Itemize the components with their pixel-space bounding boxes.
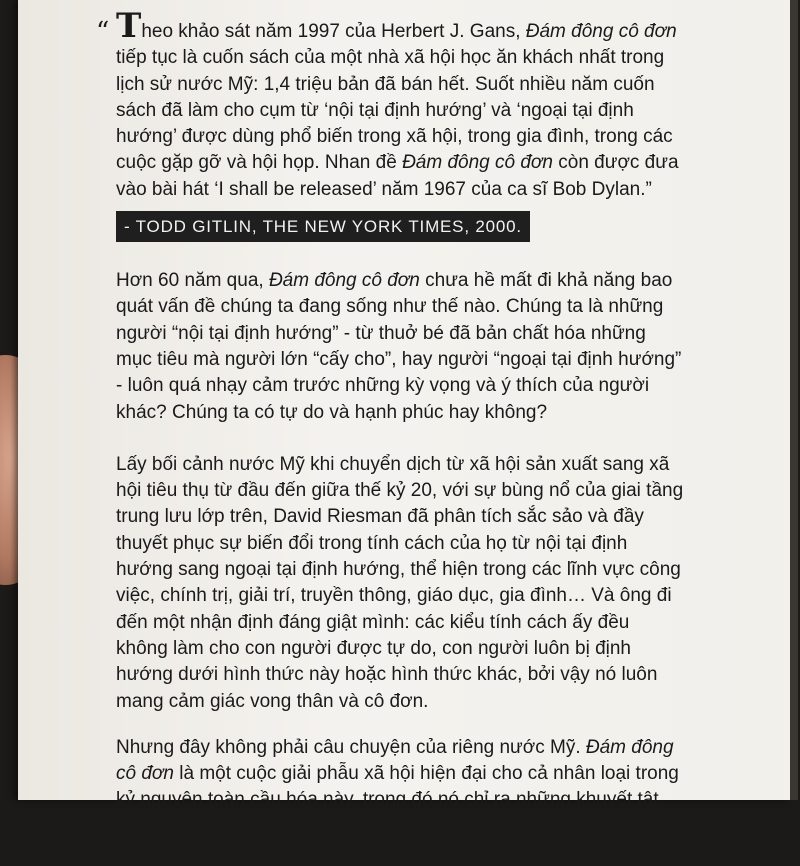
text-run: mang cảm giác vong thân và cô đơn. bbox=[116, 690, 429, 712]
text-line bbox=[116, 761, 746, 787]
text-line bbox=[116, 610, 746, 636]
text-run: tiếp tục là cuốn sách của một nhà xã hội học ăn khách nhất trong bbox=[116, 47, 665, 69]
text-line bbox=[116, 583, 746, 609]
text-run: chưa hề mất đi khả năng bao bbox=[419, 270, 673, 292]
text-run: quát vấn đề chúng ta đang sống như thế nào. Chúng ta là những bbox=[116, 296, 664, 318]
text-line bbox=[116, 177, 746, 203]
text-run: cuộc gặp gỡ và hội họp. Nhan đề bbox=[116, 152, 403, 174]
text-line bbox=[116, 478, 746, 504]
drop-cap: T bbox=[116, 6, 142, 46]
italic-title: cô đơn bbox=[116, 763, 174, 785]
text-run: lịch sử nước Mỹ: 1,4 triệu bản đã bán hết. Suốt nhiều năm cuốn bbox=[116, 73, 655, 95]
text-run: hướng’ được dùng phổ biến trong xã hội, trong gia đình, trong các bbox=[116, 126, 673, 148]
text-line bbox=[116, 150, 746, 176]
text-run: vào bài hát ‘I shall be released’ năm 1967 của ca sĩ Bob Dylan.” bbox=[116, 178, 652, 200]
text-line bbox=[116, 6, 746, 46]
text-line bbox=[116, 557, 746, 583]
text-run: con người trở nên hạnh phúc. bbox=[116, 842, 369, 864]
text-run: Nhưng đây không phải câu chuyện của riêng nước Mỹ. bbox=[116, 736, 586, 758]
text-run: đến một nhận định đáng giật mình: các kiểu tính cách ấy đều bbox=[116, 611, 630, 633]
text-line bbox=[116, 124, 746, 150]
text-line bbox=[116, 45, 746, 71]
italic-title: Đám đông cô đơn bbox=[402, 152, 553, 174]
cover-text bbox=[96, 6, 746, 866]
text-line bbox=[116, 840, 746, 866]
text-line bbox=[116, 787, 746, 813]
text-line bbox=[116, 72, 746, 98]
cover-edge bbox=[790, 0, 798, 800]
text-run: kỷ nguyên toàn cầu hóa này, trong đó nó chỉ ra những khuyết tật bbox=[116, 789, 659, 811]
text-line bbox=[116, 689, 746, 715]
text-run: mục tiêu mà người lớn “cấy cho”, hay người “ngoại tại định hướng” bbox=[116, 348, 682, 370]
pull-quote bbox=[96, 6, 746, 242]
text-run: việc, chính trị, giải trí, truyền thông, giáo dục, gia đình… Và ông đi bbox=[116, 585, 672, 607]
quote-body bbox=[116, 6, 746, 203]
paragraph-2 bbox=[116, 452, 746, 715]
text-line bbox=[116, 400, 746, 426]
text-run: Hơn 60 năm qua, bbox=[116, 270, 269, 292]
text-run: hướng sang ngoại tại định hướng, thể hiện trong các lĩnh vực công bbox=[116, 559, 681, 581]
open-quote-mark: “ bbox=[96, 17, 110, 47]
text-run: không làm cho con người được tự do, con người luôn bị định bbox=[116, 637, 631, 659]
text-run: heo khảo sát năm 1997 của Herbert J. Gans, bbox=[141, 21, 526, 42]
text-run: của con người, của xã hội, đồng thời cho thấy những cơ may giúp bbox=[116, 815, 674, 837]
quote-attribution: - TODD GITLIN, THE NEW YORK TIMES, 2000. bbox=[116, 211, 530, 242]
text-line bbox=[116, 321, 746, 347]
text-line bbox=[116, 735, 746, 761]
text-line bbox=[116, 636, 746, 662]
text-line bbox=[116, 504, 746, 530]
italic-title: Đám đông cô đơn bbox=[268, 270, 420, 292]
text-run: người “nội tại định hướng” - từ thuở bé đã bản chất hóa những bbox=[116, 322, 646, 344]
text-run: còn được đưa bbox=[552, 152, 679, 174]
paragraph-3 bbox=[116, 735, 746, 866]
text-line bbox=[116, 294, 746, 320]
text-run: Lấy bối cảnh nước Mỹ khi chuyển dịch từ xã hội sản xuất sang xã bbox=[116, 453, 670, 475]
text-line bbox=[116, 814, 746, 840]
text-run: thuyết phục sự biến đổi trong tính cách của họ từ nội tại định bbox=[116, 532, 628, 554]
text-run: là một cuộc giải phẫu xã hội hiện đại cho cả nhân loại trong bbox=[173, 763, 679, 785]
text-run: - luôn quá nhạy cảm trước những kỳ vọng và ý thích của người bbox=[116, 375, 650, 397]
text-line bbox=[116, 662, 746, 688]
italic-title: Đám đông cô đơn bbox=[525, 21, 677, 42]
text-line bbox=[116, 347, 746, 373]
text-run: hướng dưới hình thức này hoặc hình thức khác, bởi vậy nó luôn bbox=[116, 664, 658, 686]
text-run: hội tiêu thụ từ đầu đến giữa thế kỷ 20, với sự bùng nổ của giai tầng bbox=[116, 480, 684, 502]
text-run: sách đã làm cho cụm từ ‘nội tại định hướng’ và ‘ngoại tại định bbox=[116, 99, 634, 121]
text-line bbox=[116, 531, 746, 557]
text-line bbox=[116, 373, 746, 399]
italic-title: Đám đông bbox=[585, 736, 674, 758]
text-line bbox=[116, 452, 746, 478]
text-line bbox=[116, 98, 746, 124]
text-run: trung lưu lớp trên, David Riesman đã phân tích sắc sảo và đầy bbox=[116, 506, 644, 528]
paragraph-1 bbox=[116, 268, 746, 426]
text-line bbox=[116, 268, 746, 294]
book-back-cover bbox=[18, 0, 790, 864]
text-run: khác? Chúng ta có tự do và hạnh phúc hay không? bbox=[116, 401, 548, 423]
